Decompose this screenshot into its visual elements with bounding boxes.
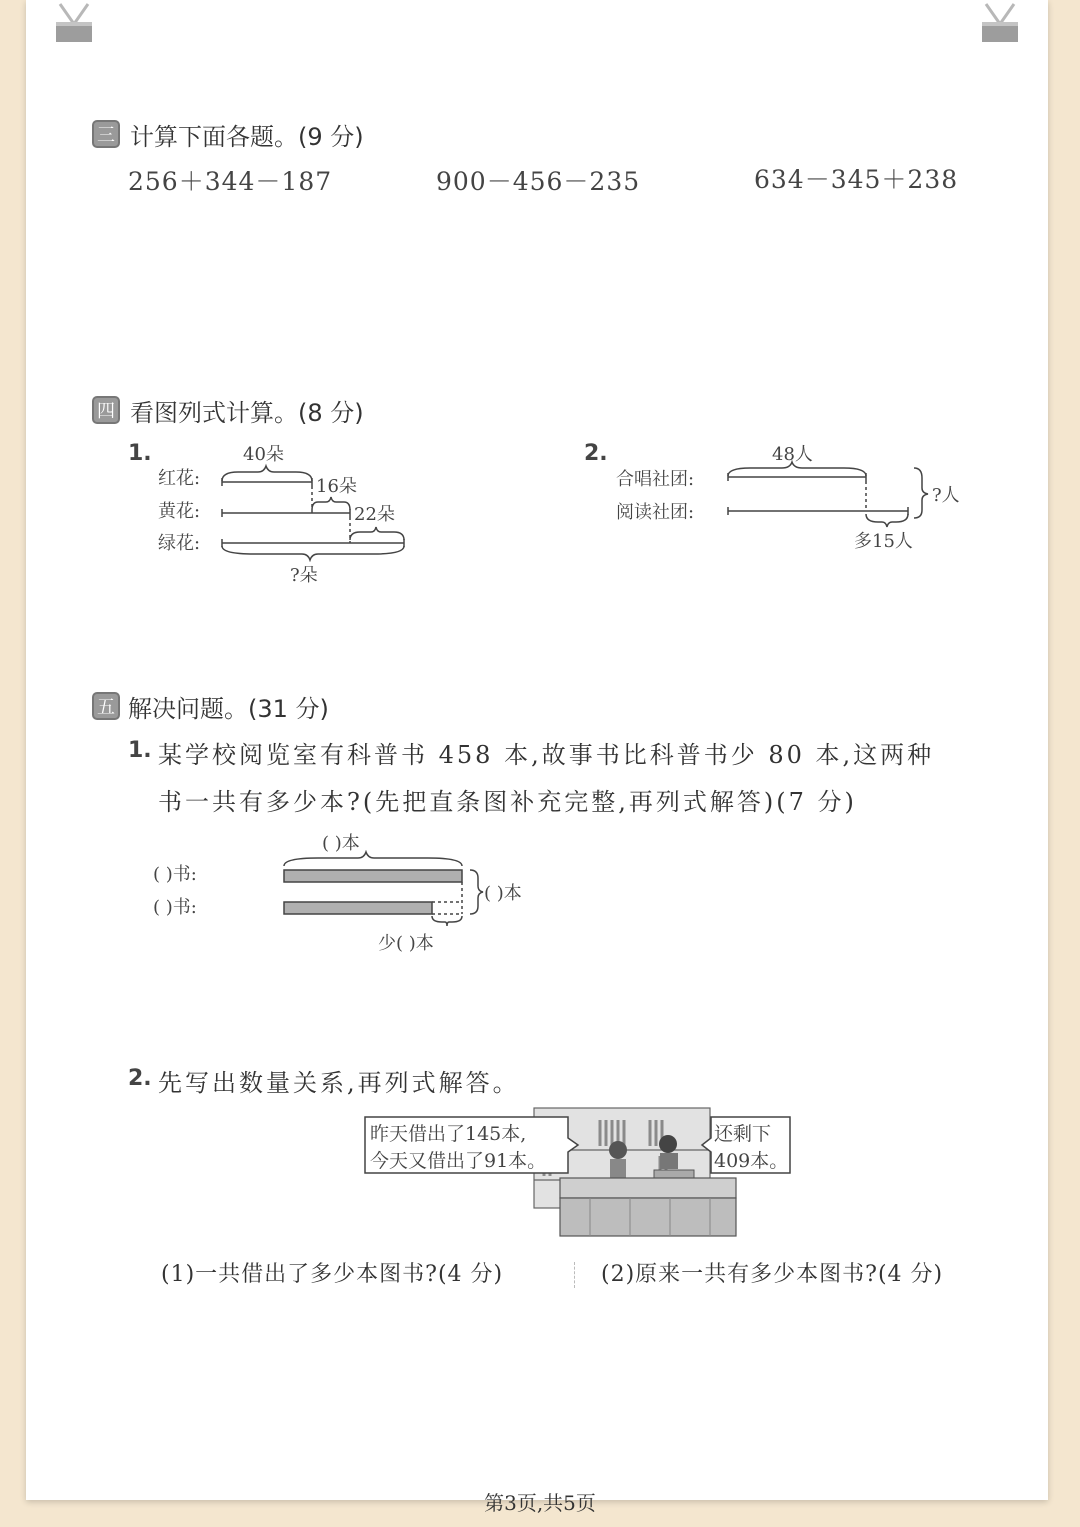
section-4-title: 看图列式计算。(8 分) — [130, 399, 364, 427]
label-more-15: 多15人 — [854, 531, 913, 552]
problem-text: 先写出数量关系,再列式解答。 — [158, 1069, 520, 1097]
label-48: 48人 — [772, 444, 813, 465]
expression-1: 256＋344－187 — [128, 167, 333, 196]
bubble-left-line-1: 昨天借出了145本, — [370, 1123, 527, 1145]
section-5-icon: 五 — [92, 692, 120, 720]
row-label-choir: 合唱社团: — [616, 469, 695, 490]
blank-book-row-1: ( )书: — [153, 864, 197, 885]
binder-clip-icon — [978, 0, 1022, 44]
expression-2: 900－456－235 — [436, 167, 641, 196]
question-number: 2. — [128, 1066, 152, 1091]
row-label-green: 绿花: — [158, 533, 201, 554]
bar-diagram — [278, 850, 488, 930]
column-divider — [574, 1262, 576, 1288]
blank-book-row-2: ( )书: — [153, 897, 197, 918]
expression-3: 634－345＋238 — [754, 165, 959, 194]
blank-total-label: ( )本 — [322, 833, 360, 854]
row-label-red: 红花: — [158, 468, 201, 489]
sub-question-2: (2)原来一共有多少本图书?(4 分) — [601, 1262, 944, 1287]
question-number: 1. — [128, 738, 152, 763]
question-number: 1. — [128, 441, 152, 466]
segment-diagram-2 — [720, 460, 940, 530]
problem-text-line-2: 书一共有多少本?(先把直条图补充完整,再列式解答)(7 分) — [158, 788, 857, 816]
label-total: ?朵 — [290, 565, 318, 586]
bubble-right-line-2: 409本。 — [714, 1150, 789, 1172]
section-3-icon: 三 — [92, 120, 120, 148]
page-number: 第3页,共5页 — [484, 1491, 596, 1515]
question-number: 2. — [584, 441, 608, 466]
label-40: 40朵 — [243, 444, 284, 465]
binder-clip-icon — [52, 0, 96, 44]
label-22: 22朵 — [354, 504, 395, 525]
section-5-title: 解决问题。(31 分) — [128, 695, 329, 723]
section-4-icon: 四 — [92, 396, 120, 424]
sub-question-1: (1)一共借出了多少本图书?(4 分) — [161, 1262, 504, 1287]
section-3-title: 计算下面各题。(9 分) — [130, 123, 364, 151]
label-total-people: ?人 — [932, 485, 960, 506]
problem-text-line-1: 某学校阅览室有科普书 458 本,故事书比科普书少 80 本,这两种 — [158, 741, 935, 769]
blank-sum-label: ( )本 — [484, 883, 522, 904]
blank-less-label: 少( )本 — [378, 933, 434, 954]
row-label-reading: 阅读社团: — [616, 502, 695, 523]
label-16: 16朵 — [316, 476, 357, 497]
bubble-right-line-1: 还剩下 — [714, 1123, 772, 1145]
row-label-yellow: 黄花: — [158, 501, 201, 522]
segment-diagram-1 — [214, 462, 414, 562]
bubble-left-line-2: 今天又借出了91本。 — [370, 1150, 547, 1172]
